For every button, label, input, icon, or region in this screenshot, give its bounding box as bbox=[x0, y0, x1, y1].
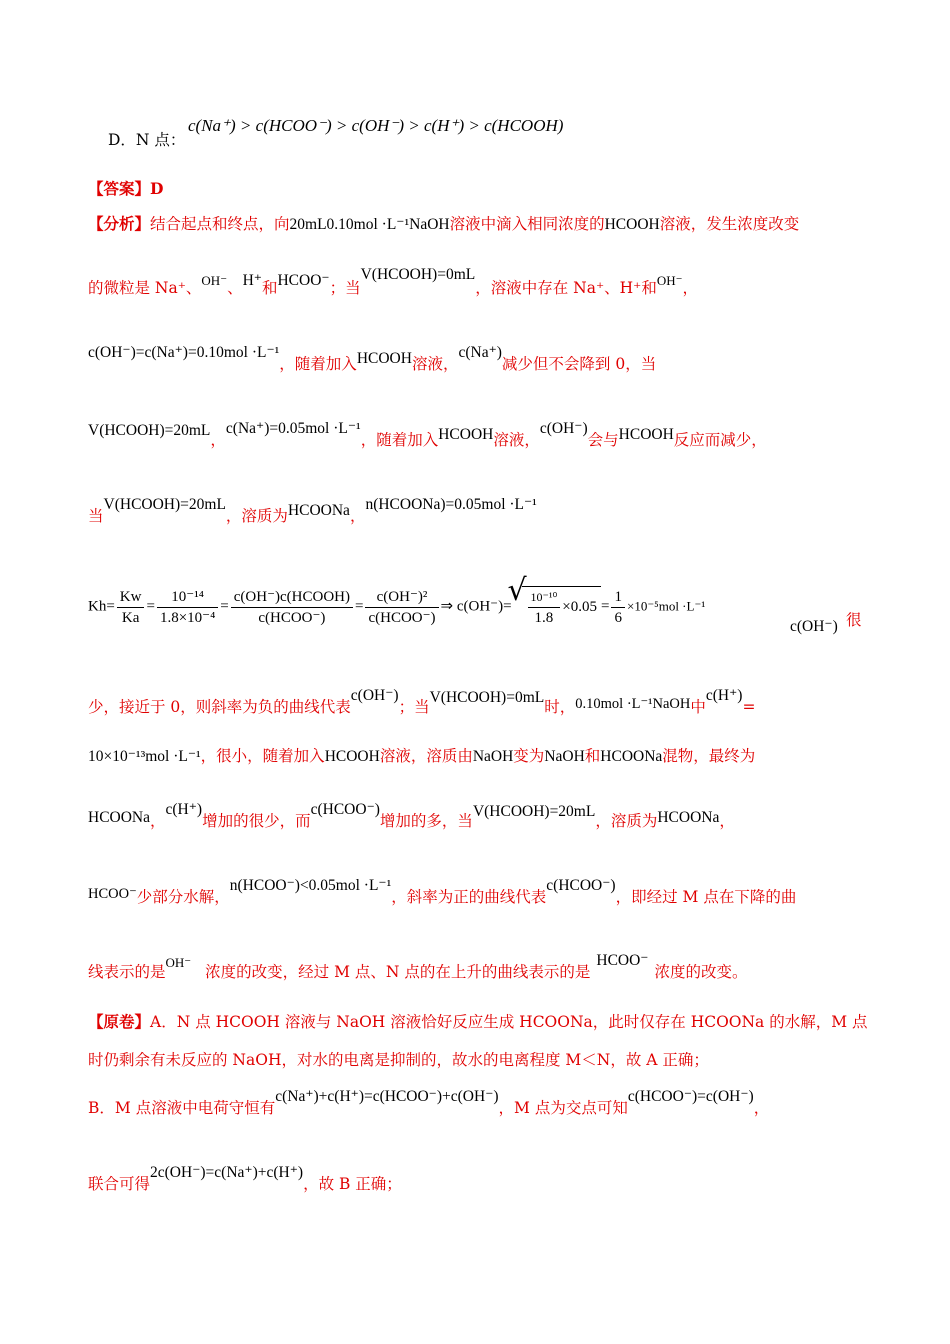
formula: 2c(OH⁻)=c(Na⁺)+c(H⁺) bbox=[150, 1164, 304, 1181]
text: ， bbox=[349, 507, 366, 525]
answer-value: D bbox=[150, 179, 164, 198]
text: ；当 bbox=[329, 279, 361, 297]
kh-formula bbox=[88, 586, 705, 628]
analysis-line-2 bbox=[88, 266, 699, 299]
analysis-line-10 bbox=[88, 877, 797, 908]
numerator: c(OH⁻)c(HCOOH) bbox=[231, 587, 353, 608]
formula: c(H⁺) bbox=[705, 687, 743, 704]
kh-c-oh: c(OH⁻) bbox=[790, 618, 838, 635]
answer-line bbox=[88, 179, 163, 199]
text: = bbox=[354, 598, 364, 615]
formula: H⁺ bbox=[242, 272, 262, 289]
text: 增加的很少，而 bbox=[202, 812, 311, 830]
text: ，溶质为 bbox=[225, 507, 288, 525]
formula: HCOO⁻ bbox=[596, 952, 649, 969]
text: ，很小，随着加入 bbox=[200, 747, 325, 765]
formula: HCOOH bbox=[618, 426, 674, 443]
text: 时， bbox=[544, 698, 576, 716]
formula: HCOONa bbox=[287, 502, 350, 519]
formula: 0.10mol ·L⁻¹NaOH bbox=[575, 696, 691, 712]
formula: V(HCOOH)=0mL bbox=[360, 266, 476, 283]
analysis-line-4 bbox=[88, 420, 767, 451]
analysis-line-7 bbox=[88, 687, 756, 718]
text: ，斜率为正的曲线代表 bbox=[391, 888, 547, 906]
text: 浓度的改变。 bbox=[654, 963, 748, 981]
square-root bbox=[522, 586, 601, 628]
formula: n(HCOONa)=0.05mol ·L⁻¹ bbox=[365, 496, 537, 513]
text: ，即经过 M 点在下降的曲 bbox=[615, 888, 797, 906]
analysis-line-9 bbox=[88, 801, 735, 832]
analysis-line-1 bbox=[88, 214, 799, 235]
fraction bbox=[365, 587, 438, 628]
formula: n(HCOO⁻)<0.05mol ·L⁻¹ bbox=[229, 877, 392, 894]
analysis-tag: 【分析】 bbox=[88, 214, 151, 233]
answer-tag: 【答案】 bbox=[88, 179, 151, 198]
numerator: 1 bbox=[611, 587, 625, 608]
text: ，溶质为 bbox=[595, 812, 658, 830]
text: 的微粒是 Na⁺、 bbox=[88, 279, 202, 297]
text: A．N 点 HCOOH 溶液与 NaOH 溶液恰好反应生成 HCOONa，此时仅存在 HCOONa 的水解，M 点 bbox=[150, 1013, 868, 1031]
text: ；当 bbox=[398, 698, 430, 716]
formula: V(HCOOH)=0mL bbox=[429, 689, 545, 706]
fraction bbox=[117, 587, 145, 628]
text: ， bbox=[210, 431, 226, 449]
numerator: √ 10⁻¹⁰ bbox=[528, 587, 561, 608]
analysis-line-5 bbox=[88, 496, 537, 527]
text: 会与 bbox=[587, 431, 619, 449]
text: 少部分水解， bbox=[136, 888, 230, 906]
text: = bbox=[220, 598, 229, 615]
formula: V(HCOOH)=20mL bbox=[103, 496, 226, 513]
text: 浓度的改变，经过 M 点、N 点的在上升的曲线表示的是 bbox=[205, 963, 591, 981]
formula: c(Na⁺) bbox=[458, 344, 502, 361]
text: ， bbox=[150, 812, 166, 830]
text: 、 bbox=[227, 279, 243, 297]
formula: c(HCOO⁻) bbox=[310, 801, 380, 818]
option-d bbox=[108, 130, 185, 150]
formula: HCOONa bbox=[88, 809, 150, 826]
formula: OH⁻ bbox=[656, 273, 683, 288]
denominator: c(HCOO⁻) bbox=[368, 609, 436, 626]
formula: HCOOH bbox=[356, 350, 412, 367]
text: = bbox=[742, 698, 756, 716]
text: 结合起点和终点，向 bbox=[150, 215, 290, 233]
formula: c(OH⁻) bbox=[539, 420, 588, 437]
text: 溶液，溶质由 bbox=[379, 747, 473, 765]
option-d-label: D．N 点： bbox=[108, 131, 186, 149]
text: 溶液， bbox=[411, 355, 459, 373]
numerator: c(OH⁻)² bbox=[365, 587, 438, 608]
text: 和 bbox=[261, 279, 278, 297]
solution-line-4 bbox=[88, 1164, 402, 1195]
numerator: Kw bbox=[117, 587, 145, 608]
denominator: 6 bbox=[614, 609, 622, 626]
text: 溶液中滴入相同浓度的 bbox=[449, 215, 605, 233]
formula: HCOONa bbox=[600, 748, 663, 765]
text: 溶液， bbox=[493, 431, 540, 449]
analysis-line-3 bbox=[88, 344, 657, 375]
analysis-line-8 bbox=[88, 746, 755, 767]
text: 溶液，发生浓度改变 bbox=[659, 215, 800, 233]
text: ×10⁻⁵mol ·L⁻¹ bbox=[626, 598, 706, 614]
fraction bbox=[157, 587, 218, 628]
text: 混物，最终为 bbox=[662, 747, 756, 765]
analysis-line-11 bbox=[88, 952, 748, 983]
formula: c(H⁺) bbox=[165, 801, 203, 818]
denominator: c(HCOO⁻) bbox=[258, 609, 326, 626]
formula: c(Na⁺)+c(H⁺)=c(HCOO⁻)+c(OH⁻) bbox=[275, 1088, 499, 1105]
solution-line-1 bbox=[88, 1012, 868, 1032]
text: ，随着加入 bbox=[279, 355, 357, 373]
kh-hen: 很 bbox=[846, 611, 862, 629]
formula: HCOO⁻ bbox=[277, 272, 330, 289]
formula: HCOONa bbox=[657, 809, 720, 826]
fraction bbox=[611, 587, 625, 628]
text: ×0.05 bbox=[562, 598, 598, 615]
text: 中 bbox=[690, 698, 706, 716]
option-d-formula: c(Na⁺) > c(HCOO⁻) > c(OH⁻) > c(H⁺) > c(HCOOH) bbox=[188, 116, 564, 135]
formula: c(HCOO⁻)=c(OH⁻) bbox=[627, 1088, 754, 1105]
denominator: Ka bbox=[121, 609, 140, 626]
formula: HCOOH bbox=[604, 216, 660, 233]
formula: c(OH⁻)=c(Na⁺)=0.10mol ·L⁻¹ bbox=[88, 344, 280, 361]
numerator: 10⁻¹⁴ bbox=[157, 587, 218, 608]
text: ，故 B 正确； bbox=[303, 1175, 402, 1193]
formula: OH⁻ bbox=[201, 273, 228, 288]
text: Kh= bbox=[88, 598, 115, 615]
text: 少，接近于 0，则斜率为负的曲线代表 bbox=[88, 698, 351, 716]
text: 联合可得 bbox=[88, 1175, 151, 1193]
formula: HCOOH bbox=[324, 748, 380, 765]
text: ， bbox=[682, 279, 699, 297]
denominator: 1.8 bbox=[534, 610, 554, 626]
text: 和 bbox=[584, 747, 601, 765]
text: 减少但不会降到 0，当 bbox=[501, 355, 657, 373]
formula: V(HCOOH)=20mL bbox=[88, 422, 211, 439]
solution-line-2: 时仍剩余有未反应的 NaOH，对水的电离是抑制的，故水的电离程度 M＜N，故 A 正确； bbox=[88, 1051, 709, 1069]
fraction bbox=[231, 587, 353, 628]
text: ，溶液中存在 Na⁺、H⁺和 bbox=[475, 279, 657, 297]
fraction bbox=[528, 587, 561, 628]
text: ， bbox=[719, 812, 735, 830]
text: 增加的多，当 bbox=[379, 812, 473, 830]
formula: NaOH bbox=[544, 748, 585, 765]
formula: HCOO⁻ bbox=[88, 886, 137, 902]
formula: c(HCOO⁻) bbox=[546, 877, 616, 894]
text: 线表示的是 bbox=[88, 963, 166, 981]
denominator: 1.8×10⁻⁴ bbox=[159, 609, 216, 626]
text: = bbox=[146, 598, 155, 615]
text: ，M 点为交点可知 bbox=[498, 1099, 628, 1117]
formula: V(HCOOH)=20mL bbox=[472, 803, 596, 820]
text: ， bbox=[753, 1099, 770, 1117]
formula: OH⁻ bbox=[165, 955, 192, 970]
text: B．M 点溶液中电荷守恒有 bbox=[88, 1099, 276, 1117]
formula: c(Na⁺)=0.05mol ·L⁻¹ bbox=[225, 420, 361, 437]
formula: NaOH bbox=[472, 748, 514, 765]
text: = bbox=[601, 598, 610, 615]
text: 反应而减少， bbox=[673, 431, 767, 449]
text: ⇒ c(OH⁻)= bbox=[440, 598, 512, 615]
text: ，随着加入 bbox=[360, 431, 439, 449]
formula: HCOOH bbox=[438, 426, 494, 443]
formula: 20mL0.10mol ·L⁻¹NaOH bbox=[289, 216, 450, 233]
solution-tag: 【原卷】 bbox=[88, 1012, 151, 1031]
text: 当 bbox=[88, 507, 104, 525]
formula: 10×10⁻¹³mol ·L⁻¹ bbox=[88, 748, 201, 765]
formula: c(OH⁻) bbox=[350, 687, 399, 704]
text: 变为 bbox=[513, 747, 545, 765]
solution-line-3 bbox=[88, 1088, 770, 1119]
